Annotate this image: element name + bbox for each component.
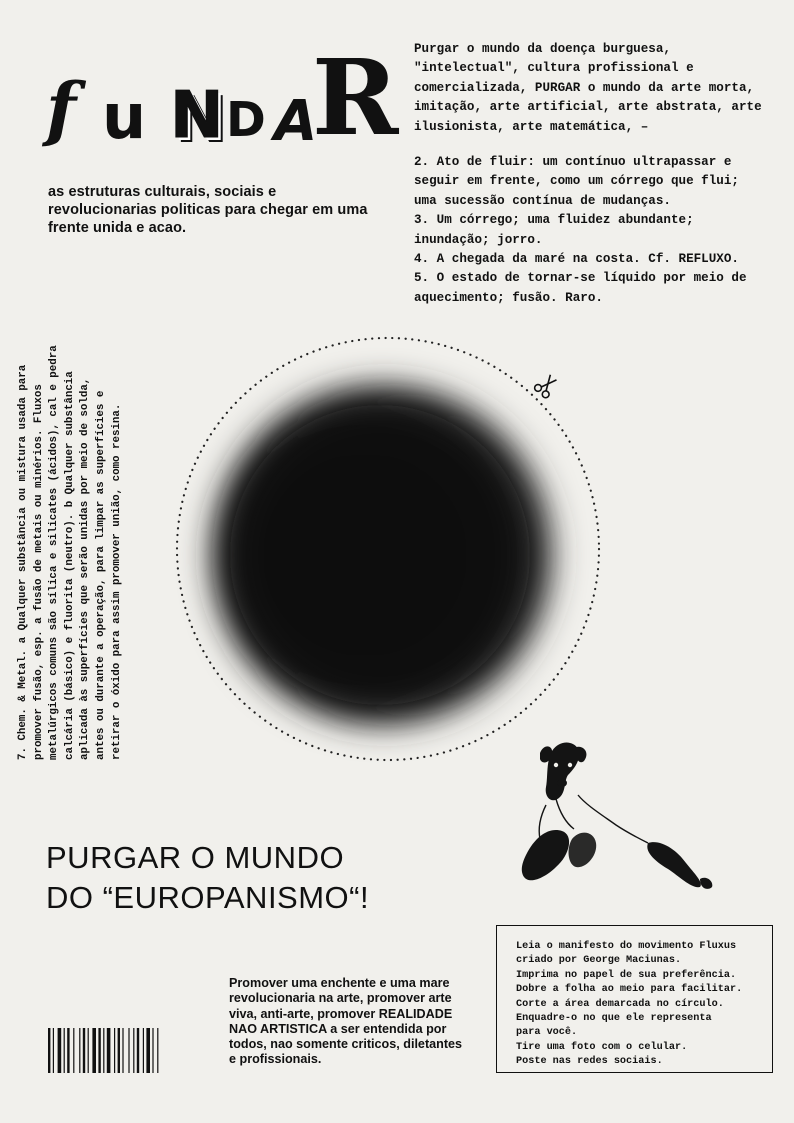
promo-text: Promover uma enchente e uma mare revolucionaria na arte, promover arte viva, anti-arte, promover REALIDADE NAO ARTISTICA a ser entendida por todos, nao somente criticos, diletantes e profissionais. bbox=[229, 976, 463, 1067]
instruction-line: Corte a área demarcada no círculo. bbox=[516, 998, 724, 1010]
title-letter-d: D bbox=[226, 92, 266, 148]
barcode-bar bbox=[114, 1028, 115, 1073]
barcode-bar bbox=[73, 1028, 74, 1073]
barcode-bar bbox=[79, 1028, 80, 1073]
headline bbox=[46, 838, 466, 918]
instruction-line: Leia o manifesto do movimento Fluxus bbox=[516, 941, 737, 952]
barcode-bar bbox=[143, 1028, 144, 1073]
barcode-bar bbox=[83, 1028, 85, 1073]
cut-circle[interactable] bbox=[172, 333, 604, 765]
instructions-box bbox=[496, 925, 773, 1073]
barcode-bar bbox=[146, 1028, 150, 1073]
definitions-column bbox=[414, 40, 762, 308]
title-letter-n: N bbox=[170, 79, 224, 153]
definition-item-7: 7. Chem. & Metal. a Qualquer substância ou mistura usada para promover fusão, esp. a fusão de metais ou minérios. Fluxos metalúrgicos comuns são sílica e silicates (ácidos), cal e pedra calcária (básico) e fluorita (neutro). b Qualquer substância aplicada às superfícies que serão unidas por meio de solda, antes ou durante a operação, para limpar as superfícies e retirar o óxido para assim promover união, como resina. bbox=[17, 345, 123, 760]
barcode-bar bbox=[53, 1028, 54, 1073]
barcode-bar bbox=[152, 1028, 153, 1073]
barcode-bar bbox=[107, 1028, 111, 1073]
instruction-line: Tire uma foto com o celular. bbox=[516, 1041, 688, 1053]
barcode-bar bbox=[98, 1028, 100, 1073]
instruction-line: criado por George Maciunas. bbox=[516, 955, 682, 967]
barcode-bar bbox=[128, 1028, 129, 1073]
title-letter-a: A bbox=[274, 89, 318, 154]
headline-line-1: PURGAR O MUNDO bbox=[46, 840, 345, 875]
instruction-line: Enquadre-o no que ele representa bbox=[516, 1013, 712, 1025]
dark-sphere bbox=[212, 385, 552, 725]
definition-item-2: 2. Ato de fluir: um contínuo ultrapassar e seguir em frente, como um córrego que flui; uma sucessão contínua de mudanças. bbox=[414, 155, 739, 208]
instruction-line: Imprima no papel de sua preferência. bbox=[516, 969, 737, 981]
barcode-bar bbox=[122, 1028, 123, 1073]
title-letter-r: R bbox=[312, 36, 399, 159]
title-letter-u: u bbox=[102, 80, 147, 153]
title-letter-f: f bbox=[46, 67, 77, 150]
barcode-bar bbox=[137, 1028, 139, 1073]
instruction-line: Dobre a folha ao meio para facilitar. bbox=[516, 984, 743, 996]
dog-illustration bbox=[516, 735, 720, 897]
barcode-bar bbox=[118, 1028, 120, 1073]
barcode-bar bbox=[67, 1028, 69, 1073]
definition-item-4: 4. A chegada da maré na costa. Cf. REFLUXO. bbox=[414, 252, 739, 267]
scissors-icon bbox=[533, 372, 560, 399]
instruction-line: Poste nas redes sociais. bbox=[516, 1056, 663, 1068]
definition-item-5: 5. O estado de tornar-se líquido por meio de aquecimento; fusão. Raro. bbox=[414, 271, 747, 305]
page-title bbox=[46, 36, 399, 166]
barcode-bar bbox=[48, 1028, 50, 1073]
barcode-bar bbox=[157, 1028, 158, 1073]
barcode-bar bbox=[58, 1028, 62, 1073]
barcode-bar bbox=[64, 1028, 65, 1073]
definition-item-3: 3. Um córrego; uma fluidez abundante; inundação; jorro. bbox=[414, 213, 694, 247]
title-subtitle: as estruturas culturais, sociais e revolucionarias politicas para chegar em uma frente unida e acao. bbox=[48, 184, 368, 236]
definition-intro: Purgar o mundo da doença burguesa, "intelectual", cultura profissional e comercializada, PURGAR o mundo da arte morta, imitação, arte artificial, arte abstrata, arte ilusionista, arte matemática, – bbox=[414, 42, 762, 134]
barcode-icon bbox=[48, 1028, 184, 1073]
headline-line-2: DO “EUROPANISMO“! bbox=[46, 880, 370, 915]
barcode-bar bbox=[88, 1028, 89, 1073]
barcode-bar bbox=[103, 1028, 104, 1073]
barcode-bar bbox=[133, 1028, 134, 1073]
barcode-bar bbox=[92, 1028, 96, 1073]
instruction-line: para você. bbox=[516, 1027, 578, 1039]
